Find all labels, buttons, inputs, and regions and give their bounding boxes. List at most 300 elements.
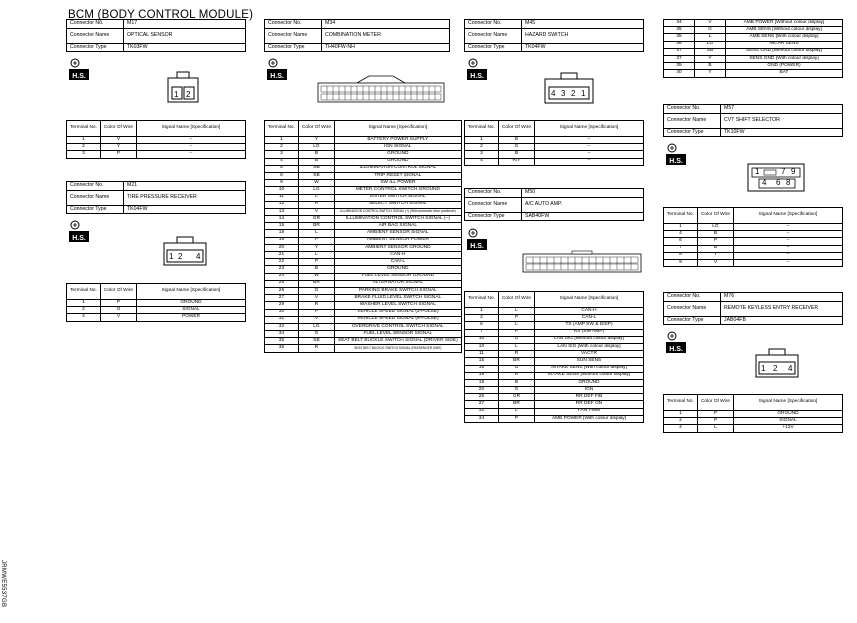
table-row: [465, 358, 644, 365]
wire-color-cell: LG: [298, 323, 334, 330]
signal-name-cell: VEHICLE SPEED SIGNAL (2-PULSE): [335, 309, 462, 316]
connector-face-m57: [747, 160, 805, 197]
header-terminal: Terminal No.: [265, 121, 299, 137]
terminal-cell: 5: [265, 165, 299, 172]
signal-name-cell: FUEL LEVEL SENSOR GROUND: [335, 273, 462, 280]
terminal-cell: 4: [265, 158, 299, 165]
table-row: [664, 425, 843, 432]
terminal-cell: 19: [465, 379, 499, 386]
wire-color-cell: G: [498, 336, 534, 343]
header-color: Color Of Wire: [498, 121, 534, 137]
label: Connector No.: [465, 20, 522, 29]
svg-text:H.S.: H.S.: [669, 158, 683, 165]
terminal-cell: 18: [465, 372, 499, 379]
table-row: [265, 280, 462, 287]
wire-color-cell: Y: [695, 55, 726, 62]
value: M34: [322, 20, 450, 29]
signal-name-cell: BRAKE FLUID LEVEL SWITCH SIGNAL: [335, 295, 462, 302]
signal-name-cell: INTAKE SENS [Without colour display]: [535, 372, 644, 379]
signal-name-cell: CAN-H: [335, 252, 462, 259]
connector-info-m34: [264, 19, 450, 52]
value: M76: [721, 293, 843, 302]
table-row: [465, 343, 644, 350]
table-row: [664, 55, 843, 62]
signal-name-cell: SENS GND [Without colour display]: [726, 48, 843, 55]
wire-color-cell: GR: [498, 394, 534, 401]
signal-name-cell: –: [137, 137, 246, 144]
wire-color-cell: G: [298, 287, 334, 294]
terminal-cell: 35: [265, 338, 299, 345]
table-row: [265, 273, 462, 280]
signal-table-m17: [66, 120, 246, 159]
terminal-cell: 18: [265, 230, 299, 237]
table-row: [265, 172, 462, 179]
table-row: [265, 208, 462, 215]
terminal-cell: 15: [265, 223, 299, 230]
wire-color-cell: P: [498, 315, 534, 322]
table-row: [664, 411, 843, 418]
table-row: [265, 158, 462, 165]
wire-color-cell: L: [498, 308, 534, 315]
signal-name-cell: AMB POWER [With colour display]: [535, 415, 644, 422]
wire-color-cell: SB: [298, 172, 334, 179]
terminal-cell: 4: [664, 231, 698, 238]
terminal-cell: 30: [265, 309, 299, 316]
wire-color-cell: P: [298, 259, 334, 266]
terminal-cell: 6: [465, 322, 499, 329]
table-row: [265, 266, 462, 273]
wire-color-cell: P: [100, 300, 136, 307]
wire-color-cell: L: [498, 322, 534, 329]
wire-color-cell: V: [697, 259, 733, 266]
signal-name-cell: GROUND: [137, 300, 246, 307]
table-row: [265, 144, 462, 151]
table-row: [465, 308, 644, 315]
table-row: [265, 287, 462, 294]
value: TK04FW: [124, 205, 246, 214]
label: Connector Type: [664, 316, 721, 325]
terminal-cell: 37: [664, 55, 695, 62]
header-signal: Signal Name [Specification]: [335, 121, 462, 137]
label: Connector Type: [465, 43, 522, 52]
signal-name-cell: ENTER SWITCH SIGNAL: [335, 194, 462, 201]
terminal-cell: 34: [664, 20, 695, 27]
table-row: [465, 329, 644, 336]
table-row: [664, 252, 843, 259]
wire-color-cell: Y: [100, 144, 136, 151]
table-row: [67, 151, 246, 158]
table-row: [465, 394, 644, 401]
wire-color-cell: L: [298, 194, 334, 201]
label: Connector Type: [67, 205, 124, 214]
value: M17: [124, 20, 246, 29]
label: Connector No.: [67, 182, 124, 191]
signal-name-cell: TRIP RESET SIGNAL: [335, 172, 462, 179]
pin-label: 9: [791, 167, 796, 176]
signal-name-cell: TX (AMP SW & DISP): [535, 322, 644, 329]
pin-label: 2: [773, 364, 778, 373]
table-row: [465, 379, 644, 386]
signal-name-cell: GROUND: [335, 158, 462, 165]
signal-name-cell: GROUND: [535, 379, 644, 386]
pin-label: 3: [561, 89, 566, 98]
wire-color-cell: R: [298, 201, 334, 208]
wire-color-cell: LG: [298, 144, 334, 151]
terminal-cell: 21: [265, 252, 299, 259]
signal-name-cell: RR DEF ON: [535, 401, 644, 408]
wire-color-cell: BR: [298, 280, 334, 287]
table-row: [664, 259, 843, 266]
connector-face-m17: [167, 71, 199, 108]
hs-icon: [68, 219, 90, 248]
wire-color-cell: LG: [298, 187, 334, 194]
svg-text:H.S.: H.S.: [72, 235, 86, 242]
wire-color-cell: L: [498, 408, 534, 415]
terminal-cell: 27: [265, 295, 299, 302]
wire-color-cell: B: [697, 245, 733, 252]
hs-icon: [466, 57, 488, 86]
terminal-cell: 8: [265, 172, 299, 179]
signal-name-cell: RR DEF F/B: [535, 394, 644, 401]
value: M57: [721, 105, 843, 114]
table-row: [265, 194, 462, 201]
terminal-cell: 36: [265, 345, 299, 352]
header-terminal: Terminal No.: [465, 121, 499, 137]
label: Connector Type: [265, 43, 322, 52]
value: M45: [522, 20, 644, 29]
table-row: [265, 295, 462, 302]
header-terminal: Terminal No.: [67, 284, 101, 300]
wire-color-cell: V: [298, 316, 334, 323]
table-row: [465, 415, 644, 422]
terminal-cell: 14: [265, 216, 299, 223]
terminal-cell: 12: [265, 201, 299, 208]
wire-color-cell: R/Y: [498, 158, 534, 165]
table-row: [67, 307, 246, 314]
wire-color-cell: LG: [695, 41, 726, 48]
header-signal: Signal Name [Specification]: [535, 292, 644, 308]
svg-text:H.S.: H.S.: [470, 243, 484, 250]
pin-label: 1: [761, 364, 766, 373]
pin-label: 4: [551, 89, 556, 98]
label: Connector No.: [465, 189, 522, 198]
terminal-cell: 2: [265, 144, 299, 151]
value: TK04FW: [522, 43, 644, 52]
wire-color-cell: B: [298, 158, 334, 165]
signal-name-cell: AMB SENS [With colour display]: [726, 34, 843, 41]
value: OPTICAL SENSOR: [124, 28, 246, 43]
value: JAB04FB: [721, 316, 843, 325]
table-row: [265, 244, 462, 251]
wire-color-cell: V: [100, 314, 136, 321]
terminal-cell: 1: [265, 137, 299, 144]
terminal-cell: 3: [265, 151, 299, 158]
wire-color-cell: B: [298, 151, 334, 158]
connector-face-m76: [755, 348, 799, 383]
terminal-cell: 1: [664, 224, 698, 231]
pin-label: 1: [174, 90, 179, 99]
signal-name-cell: –: [734, 224, 843, 231]
signal-name-cell: ILLUMINATION CONTROL SWITCH SIGNAL (+) (With automatic drive positioner): [335, 208, 462, 215]
wire-color-cell: W: [298, 273, 334, 280]
hs-icon: [466, 227, 488, 256]
signal-name-cell: FAN PWM: [535, 408, 644, 415]
signal-table-m57: [663, 207, 843, 267]
signal-name-cell: FUEL LEVEL SENSOR SIGNAL: [335, 331, 462, 338]
terminal-cell: 10: [265, 187, 299, 194]
table-row: [265, 165, 462, 172]
table-row: [265, 151, 462, 158]
signal-name-cell: –: [734, 252, 843, 259]
wire-color-cell: L: [498, 343, 534, 350]
value: TK03FW: [124, 43, 246, 52]
svg-text:H.S.: H.S.: [270, 73, 284, 80]
svg-text:H.S.: H.S.: [669, 346, 683, 353]
pin-label: 4: [762, 178, 767, 187]
terminal-cell: 11: [465, 351, 499, 358]
signal-name-cell: SW ILL POWER: [335, 180, 462, 187]
signal-name-cell: OVERDRIVE CONTROL SWITCH SIGNAL: [335, 323, 462, 330]
signal-name-cell: SENS GND [With colour display]: [726, 55, 843, 62]
table-row: [664, 41, 843, 48]
wire-color-cell: V: [298, 208, 334, 215]
wire-color-cell: L: [298, 230, 334, 237]
terminal-cell: 1: [465, 137, 499, 144]
terminal-cell: 15: [465, 358, 499, 365]
signal-name-cell: AIR BAG SIGNAL: [335, 223, 462, 230]
wire-color-cell: V: [298, 295, 334, 302]
terminal-cell: 25: [265, 280, 299, 287]
signal-name-cell: AMBIENT SENSOR GROUND: [335, 244, 462, 251]
terminal-cell: 6: [664, 238, 698, 245]
label: Connector No.: [664, 105, 721, 114]
terminal-cell: 13: [265, 208, 299, 215]
table-row: [67, 137, 246, 144]
wire-color-cell: LG: [697, 224, 733, 231]
pin-label: 6: [776, 178, 781, 187]
wire-color-cell: P: [498, 329, 534, 336]
terminal-cell: 26: [465, 394, 499, 401]
pin-label: 1: [169, 252, 174, 261]
terminal-cell: 4: [664, 425, 698, 432]
value: A/C AUTO AMP.: [522, 197, 644, 212]
signal-name-cell: SUN SENS: [535, 358, 644, 365]
table-row: [465, 144, 644, 151]
terminal-cell: 2: [67, 307, 101, 314]
table-row: [664, 224, 843, 231]
signal-name-cell: –: [535, 144, 644, 151]
signal-name-cell: GROUND: [335, 151, 462, 158]
wire-color-cell: G: [695, 27, 726, 34]
wire-color-cell: R: [298, 302, 334, 309]
header-color: Color Of Wire: [498, 292, 534, 308]
table-row: [664, 63, 843, 70]
signal-name-cell: SEAT BELT BUCKLE SWITCH SIGNAL (DRIVER SIDE): [335, 338, 462, 345]
signal-name-cell: BAT: [726, 70, 843, 77]
svg-text:H.S.: H.S.: [72, 73, 86, 80]
wire-color-cell: L: [697, 425, 733, 432]
header-color: Color Of Wire: [100, 284, 136, 300]
header-color: Color Of Wire: [100, 121, 136, 137]
table-row: [465, 315, 644, 322]
signal-name-cell: CAN-L: [335, 259, 462, 266]
terminal-cell: 35: [664, 34, 695, 41]
wire-color-cell: BR: [498, 358, 534, 365]
terminal-cell: 39: [664, 63, 695, 70]
terminal-cell: 20: [465, 387, 499, 394]
signal-name-cell: SIGNAL: [137, 307, 246, 314]
table-row: [664, 48, 843, 55]
label: Connector No.: [67, 20, 124, 29]
table-row: [664, 238, 843, 245]
terminal-cell: 35: [664, 27, 695, 34]
wire-color-cell: G: [298, 331, 334, 338]
signal-name-cell: ILLUMINATION CONTROL SIGNAL: [335, 165, 462, 172]
signal-name-cell: AMBIENT SENSOR SIGNAL: [335, 230, 462, 237]
hs-icon: [665, 142, 687, 171]
table-row: [465, 322, 644, 329]
wire-color-cell: V: [100, 137, 136, 144]
table-row: [265, 323, 462, 330]
table-row: [465, 408, 644, 415]
figure-code: JRMWE5537GB: [0, 560, 6, 608]
signal-name-cell: CAN-H: [535, 308, 644, 315]
header-color: Color Of Wire: [697, 208, 733, 224]
value: M21: [124, 182, 246, 191]
table-row: [265, 201, 462, 208]
header-terminal: Terminal No.: [67, 121, 101, 137]
terminal-cell: 10: [465, 343, 499, 350]
signal-name-cell: –: [137, 151, 246, 158]
wire-color-cell: Y: [697, 252, 733, 259]
table-row: [265, 137, 462, 144]
signal-name-cell: SEAT BELT BUCKLE SWITCH SIGNAL (PASSENGER SIDE): [335, 345, 462, 352]
signal-name-cell: –: [535, 158, 644, 165]
terminal-cell: 1: [67, 300, 101, 307]
pin-label: 4: [788, 364, 793, 373]
header-terminal: Terminal No.: [664, 208, 698, 224]
table-row: [664, 245, 843, 252]
wire-color-cell: G: [498, 387, 534, 394]
header-terminal: Terminal No.: [465, 292, 499, 308]
signal-name-cell: VACTR: [535, 351, 644, 358]
svg-text:H.S.: H.S.: [470, 73, 484, 80]
terminal-cell: 9: [265, 180, 299, 187]
terminal-cell: 24: [265, 273, 299, 280]
terminal-cell: 27: [465, 401, 499, 408]
wire-color-cell: O: [100, 307, 136, 314]
terminal-cell: 3: [465, 151, 499, 158]
wire-color-cell: P: [100, 151, 136, 158]
connector-info-m45: [464, 19, 644, 52]
table-row: [465, 387, 644, 394]
value: CVT SHIFT SELECTOR: [721, 113, 843, 128]
value: SAB40FW: [522, 212, 644, 221]
page-title: BCM (BODY CONTROL MODULE): [68, 9, 254, 21]
signal-name-cell: POWER: [137, 314, 246, 321]
signal-name-cell: GND (POWER): [726, 63, 843, 70]
wire-color-cell: BR: [298, 223, 334, 230]
connector-info-m21: [66, 181, 246, 214]
table-row: [265, 338, 462, 345]
wire-color-cell: R: [498, 351, 534, 358]
terminal-cell: 37: [664, 48, 695, 55]
label: Connector Name: [465, 197, 522, 212]
signal-name-cell: ALTERNATOR SIGNAL: [335, 280, 462, 287]
signal-name-cell: INTAKE SENS [With colour display]: [535, 365, 644, 372]
table-row: [664, 231, 843, 238]
signal-name-cell: LAN SIG [Without colour display]: [535, 336, 644, 343]
terminal-cell: 16: [465, 365, 499, 372]
label: Connector Name: [265, 28, 322, 43]
table-row: [67, 300, 246, 307]
label: Connector Name: [67, 190, 124, 205]
pin-label: 1: [755, 167, 760, 176]
terminal-cell: 2: [465, 144, 499, 151]
terminal-cell: 34: [465, 415, 499, 422]
wire-color-cell: B: [298, 266, 334, 273]
value: TH40FW-NH: [322, 43, 450, 52]
header-signal: Signal Name [Specification]: [535, 121, 644, 137]
label: Connector Type: [465, 212, 522, 221]
label: Connector Name: [465, 28, 522, 43]
wire-color-cell: R: [298, 345, 334, 352]
signal-name-cell: AMBIENT SENSOR POWER: [335, 237, 462, 244]
terminal-cell: 8: [664, 252, 698, 259]
table-row: [265, 187, 462, 194]
signal-name-cell: –: [535, 151, 644, 158]
wire-color-cell: P: [298, 309, 334, 316]
table-row: [465, 158, 644, 165]
signal-table-m76: [663, 394, 843, 433]
terminal-cell: 22: [265, 259, 299, 266]
signal-name-cell: –: [734, 245, 843, 252]
connector-info-m57: [663, 104, 843, 137]
terminal-cell: 7: [465, 329, 499, 336]
connector-face-m50: [522, 250, 642, 279]
table-row: [265, 345, 462, 352]
signal-name-cell: –: [535, 137, 644, 144]
table-row: [265, 316, 462, 323]
wire-color-cell: W: [298, 180, 334, 187]
pin-label: 2: [571, 89, 576, 98]
terminal-cell: 4: [67, 314, 101, 321]
signal-name-cell: RX (SW AMP): [535, 329, 644, 336]
wire-color-cell: B: [697, 231, 733, 238]
signal-name-cell: GROUND: [335, 266, 462, 273]
terminal-cell: 2: [664, 418, 698, 425]
signal-name-cell: ILLUMINATION CONTROL SWITCH SIGNAL (–): [335, 216, 462, 223]
signal-name-cell: METER CONTROL SWITCH GROUND: [335, 187, 462, 194]
wire-color-cell: R: [498, 372, 534, 379]
wire-color-cell: SB: [298, 165, 334, 172]
wire-color-cell: Y: [695, 70, 726, 77]
signal-name-cell: CAN-L: [535, 315, 644, 322]
terminal-cell: 1: [664, 411, 698, 418]
signal-name-cell: AMB POWER [Without colour display]: [726, 20, 843, 27]
value: REMOTE KEYLESS ENTRY RECEIVER: [721, 301, 843, 316]
label: Connector Name: [67, 28, 124, 43]
signal-name-cell: IGN: [535, 387, 644, 394]
table-row: [465, 137, 644, 144]
table-row: [265, 309, 462, 316]
terminal-cell: 11: [265, 194, 299, 201]
terminal-cell: 40: [664, 70, 695, 77]
table-row: [664, 34, 843, 41]
wire-color-cell: Y: [298, 137, 334, 144]
label: Connector Type: [664, 128, 721, 137]
label: Connector No.: [265, 20, 322, 29]
